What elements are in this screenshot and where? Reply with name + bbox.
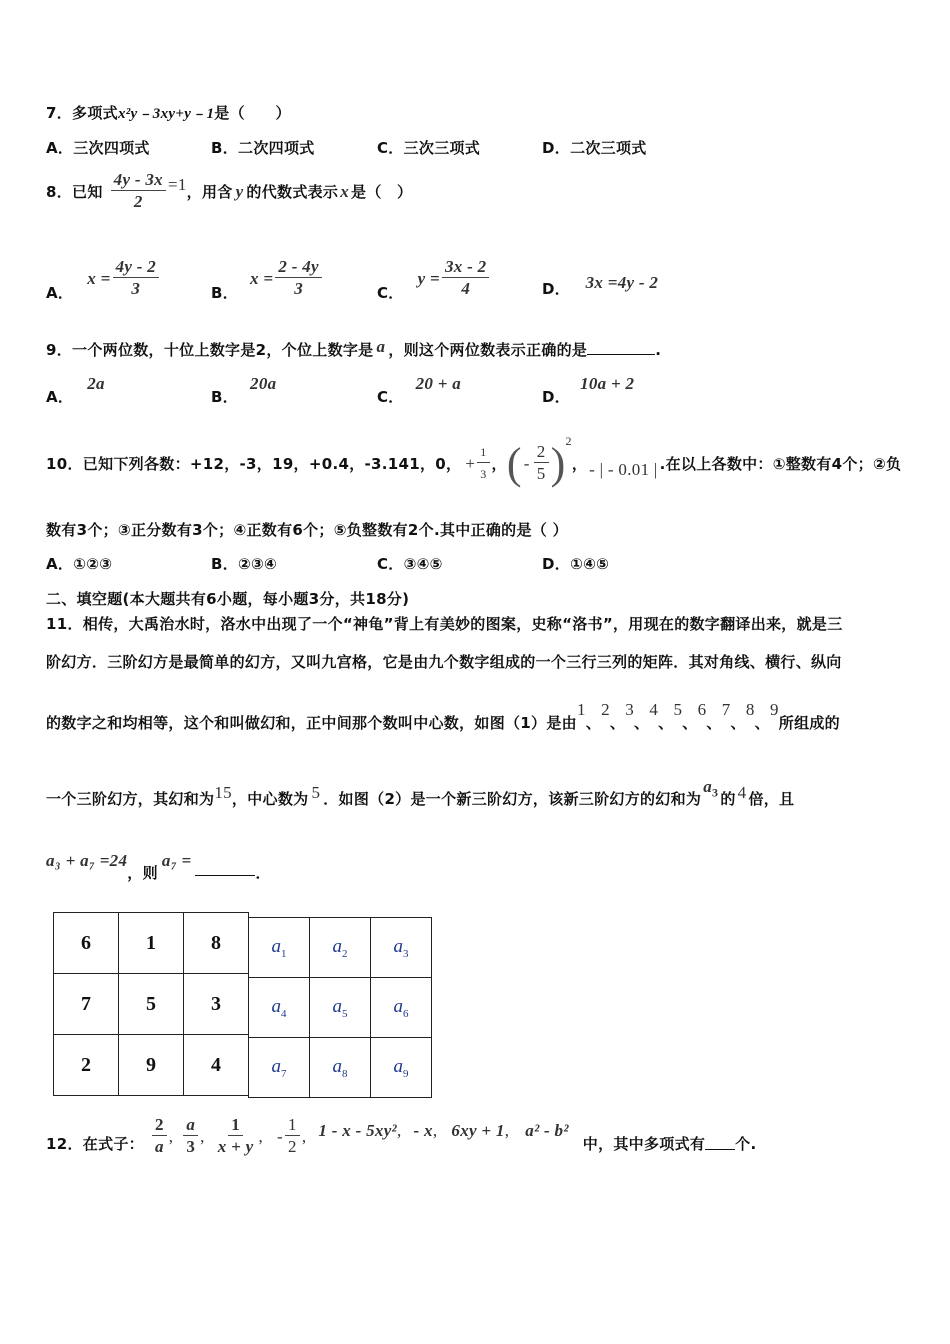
q8-option-c[interactable]: C． y = $\frac{3x - 2}{4}$ bbox=[377, 254, 491, 303]
q12-answer-blank[interactable] bbox=[705, 1149, 735, 1150]
q10-option-b[interactable]: B．②③④ bbox=[211, 555, 278, 573]
q8-option-d[interactable]: D． 3x =4y - 2 bbox=[542, 273, 659, 298]
q11-line2: 阶幻方．三阶幻方是最简单的幻方，又叫九宫格，它是由九个数字组成的一个三行三列的矩阵．其对角线、横行、纵向 bbox=[46, 653, 842, 671]
magic-square-figure-2 bbox=[248, 917, 432, 1098]
q7-option-b[interactable]: B．二次四项式 bbox=[211, 139, 315, 157]
q7-number: 7． bbox=[46, 104, 73, 122]
q8-stem: 8． 已知 $\frac{4y - 3x}{2}$ =1 ，用含 y 的代数式表示 x 是（ ） bbox=[46, 170, 413, 211]
square2-cell: $a_4$ bbox=[249, 978, 310, 1038]
square2-cell: $a_8$ bbox=[310, 1038, 371, 1098]
square1-cell: 1 bbox=[119, 913, 184, 974]
q7-option-d[interactable]: D．二次三项式 bbox=[542, 139, 647, 157]
q9-stem: 9．一个两位数，十位上数字是2，个位上数字是 a ，则这个两位数表示正确的是 . bbox=[46, 337, 662, 359]
q11-answer-blank[interactable] bbox=[195, 875, 255, 876]
q9-option-a[interactable]: A．2a bbox=[46, 374, 105, 406]
q10-squared-fraction: ( - $\frac{2}{5}$ ) 2 bbox=[506, 434, 572, 488]
q10-stem-line2: 数有3个；③正分数有3个；④正数有6个；⑤负整数有2个.其中正确的是（ ） bbox=[46, 521, 568, 539]
square1-cell: 9 bbox=[119, 1035, 184, 1096]
square1-cell: 8 bbox=[184, 913, 249, 974]
q10-fraction-one-third: $\frac{1}{3}$ bbox=[477, 442, 489, 485]
q10-abs-expr: - | - 0.01 | bbox=[589, 459, 658, 479]
q8-prefix: 已知 bbox=[72, 183, 103, 201]
square2-cell: $a_3$ bbox=[371, 918, 432, 978]
q9-answer-blank[interactable] bbox=[587, 354, 655, 355]
q8-option-b[interactable]: B． x = $\frac{2 - 4y}{3}$ bbox=[211, 254, 324, 303]
square2-cell: $a_5$ bbox=[310, 978, 371, 1038]
q7-expr: x²y﹣3xy+y﹣1 bbox=[117, 106, 215, 122]
q9-option-b[interactable]: B．20a bbox=[211, 374, 277, 406]
digit-list: 1 、 2 、 3 、 4 、 5 、 6 、 7 、 8 、 9 bbox=[576, 700, 779, 732]
q9-option-c[interactable]: C．20 + a bbox=[377, 374, 462, 406]
q8-c-fraction: $\frac{3x - 2}{4}$ bbox=[442, 257, 489, 300]
q9-var: a bbox=[376, 337, 386, 356]
q10-option-a[interactable]: A．①②③ bbox=[46, 555, 113, 573]
q7-stem bbox=[46, 102, 291, 123]
square2-cell: $a_2$ bbox=[310, 918, 371, 978]
square2-cell: $a_1$ bbox=[249, 918, 310, 978]
q11-line3: 的数字之和均相等，这个和叫做幻和，正中间那个数叫中心数，如图（1）是由 1 、 2 、 3 、 4 、 5 、 6 、 7 、 8 、 9 所组成的 bbox=[46, 700, 840, 732]
q8-cond-denominator: 2 bbox=[133, 192, 143, 211]
q7-suffix: 是（ ） bbox=[214, 104, 291, 122]
magic-square-figure-1 bbox=[53, 912, 249, 1096]
q11-line1: 11．相传，大禹治水时，洛水中出现了一个“神龟”背上有美妙的图案，史称“洛书”，用现在的数字翻译出来，就是三 bbox=[46, 615, 843, 633]
q8-condition-fraction bbox=[111, 170, 166, 213]
q8-a-fraction: $\frac{4y - 2}{3}$ bbox=[113, 257, 160, 300]
q8-cond-numerator: 4y - 3x bbox=[111, 170, 166, 191]
square1-cell: 6 bbox=[54, 913, 119, 974]
square1-cell: 4 bbox=[184, 1035, 249, 1096]
q11-line4: 一个三阶幻方，其幻和为 15 ，中心数为 5 ．如图（2）是一个新三阶幻方，该新三阶幻方的幻和为 $a_3$ 的 4 倍，且 bbox=[46, 777, 795, 809]
q10-option-c[interactable]: C．③④⑤ bbox=[377, 555, 443, 573]
q8-option-a[interactable]: A． x = $\frac{4y - 2}{3}$ bbox=[46, 254, 161, 303]
square1-cell: 3 bbox=[184, 974, 249, 1035]
square2-cell: $a_7$ bbox=[249, 1038, 310, 1098]
q11-condition: a₃ + a₇ =24 bbox=[46, 850, 128, 870]
q8-b-fraction: $\frac{2 - 4y}{3}$ bbox=[275, 257, 322, 300]
square1-cell: 5 bbox=[119, 974, 184, 1035]
q10-stem-line1: 10． 已知下列各数：+12，-3，19，+0.4，-3.141，0， + $\frac{1}{3}$ ， ( - $\frac{2}{5}$ ) 2 ， - | - 0.01 | .在以上各数中：①整数有4个；②负 bbox=[46, 434, 902, 488]
square1-cell: 2 bbox=[54, 1035, 119, 1096]
q8-cond-rhs: =1 bbox=[167, 174, 187, 194]
square1-cell: 7 bbox=[54, 974, 119, 1035]
q11-line5: a₃ + a₇ =24 ，则 a₇ = ． bbox=[46, 850, 271, 882]
q12-stem: 12． 在式子： $\frac{2}{a}$ , $\frac{a}{3}$ , $\frac{1}{x + y}$ , - $\frac{1}{2}$ , 1 - x - 5xy² , - x , 6xy + 1 , a² - b² 中，其中多项式有 个. bbox=[46, 1115, 757, 1156]
q7-option-a[interactable]: A．三次四项式 bbox=[46, 139, 150, 157]
q10-option-d[interactable]: D．①④⑤ bbox=[542, 555, 610, 573]
q9-option-d[interactable]: D．10a + 2 bbox=[542, 374, 635, 406]
square2-cell: $a_9$ bbox=[371, 1038, 432, 1098]
square2-cell: $a_6$ bbox=[371, 978, 432, 1038]
q8-number: 8． bbox=[46, 183, 73, 201]
q7-prefix: 多项式 bbox=[72, 104, 118, 122]
q7-option-c[interactable]: C．三次三项式 bbox=[377, 139, 481, 157]
section-heading: 二、填空题(本大题共有6小题，每小题3分，共18分) bbox=[46, 590, 410, 608]
